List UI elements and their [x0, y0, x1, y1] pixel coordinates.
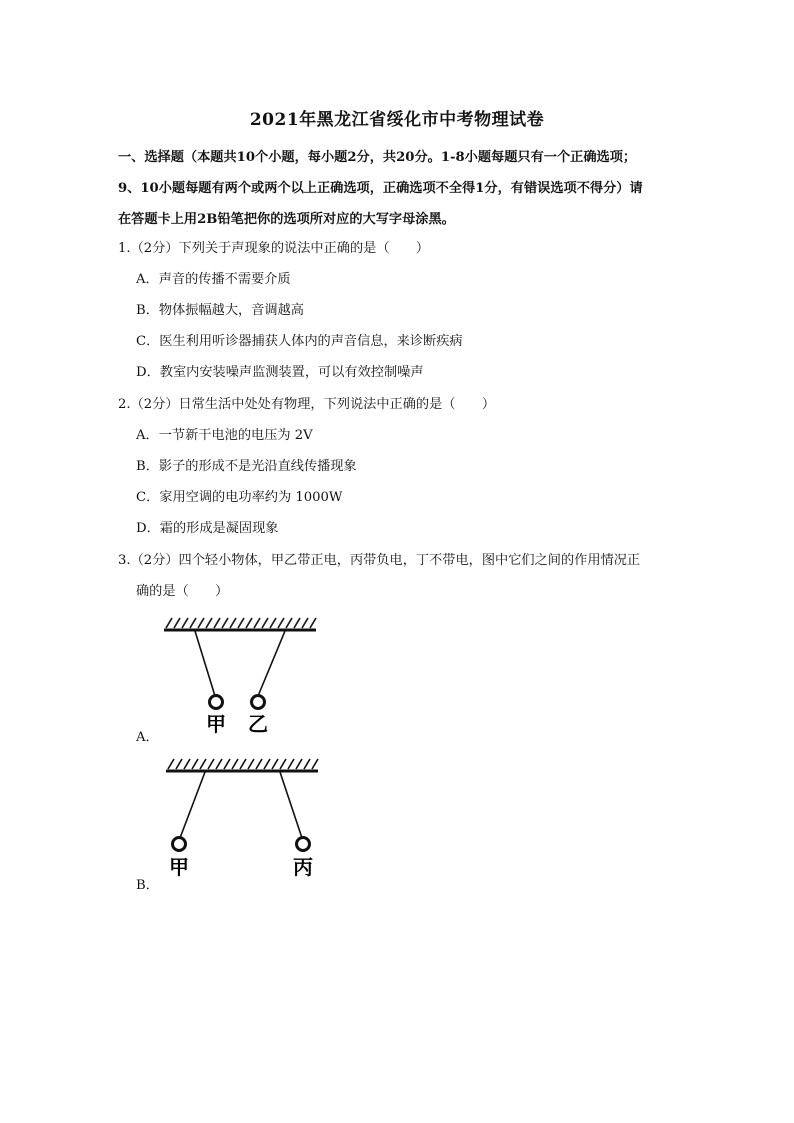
question-1-option-d: D．教室内安装噪声监测装置，可以有效控制噪声 — [136, 365, 424, 380]
question-1-option-a: A．声音的传播不需要介质 — [136, 272, 291, 287]
ball-right-label: 丙 — [293, 855, 313, 879]
thread-left — [180, 772, 205, 838]
figure-a-diagram — [160, 612, 325, 742]
ceiling-hatch — [166, 759, 318, 771]
figure-b-label: B． — [136, 878, 159, 893]
figure-a-label: A． — [136, 730, 159, 745]
question-2-option-d: D．霜的形成是凝固现象 — [136, 521, 279, 536]
page-title: 2021年黑龙江省绥化市中考物理试卷 — [249, 110, 545, 130]
section-line: 一、选择题（本题共10个小题，每小题2分，共20分。1-8小题每题只有一个正确选项； — [118, 150, 637, 165]
question-2-stem: 2.（2分）日常生活中处处有物理，下列说法中正确的是（ ） — [118, 397, 496, 412]
figure-b-diagram — [160, 756, 325, 886]
thread-right — [258, 631, 285, 696]
ball-left-label: 甲 — [206, 712, 226, 736]
question-1-option-c: C．医生利用听诊器捕获人体内的声音信息，来诊断疾病 — [136, 334, 463, 349]
ball-right — [297, 838, 310, 851]
ball-left-label: 甲 — [169, 855, 189, 879]
thread-left — [195, 631, 215, 696]
question-1-option-b: B．物体振幅越大，音调越高 — [136, 303, 304, 318]
question-2-option-a: A．一节新干电池的电压为 2V — [136, 428, 313, 443]
section-line: 在答题卡上用2B铅笔把你的选项所对应的大写字母涂黑。 — [118, 212, 455, 227]
question-2-option-b: B．影子的形成不是光沿直线传播现象 — [136, 459, 357, 474]
question-3-stem-line1: 3.（2分）四个轻小物体，甲乙带正电，丙带负电，丁不带电，图中它们之间的作用情况正 — [118, 553, 641, 568]
question-2-option-c: C．家用空调的电功率约为 1000W — [136, 490, 343, 505]
ball-left — [173, 838, 186, 851]
thread-right — [280, 772, 302, 838]
question-3-stem-line2: 确的是（ ） — [136, 584, 229, 599]
section-instructions — [118, 142, 698, 235]
ball-right-label: 乙 — [248, 712, 268, 736]
question-1-stem: 1.（2分）下列关于声现象的说法中正确的是（ ） — [118, 241, 430, 256]
ball-right — [252, 696, 265, 709]
ceiling-hatch — [164, 618, 316, 630]
section-line: 9、10小题每题有两个或两个以上正确选项，正确选项不全得1分，有错误选项不得分）请 — [118, 181, 643, 196]
ball-left — [210, 696, 223, 709]
